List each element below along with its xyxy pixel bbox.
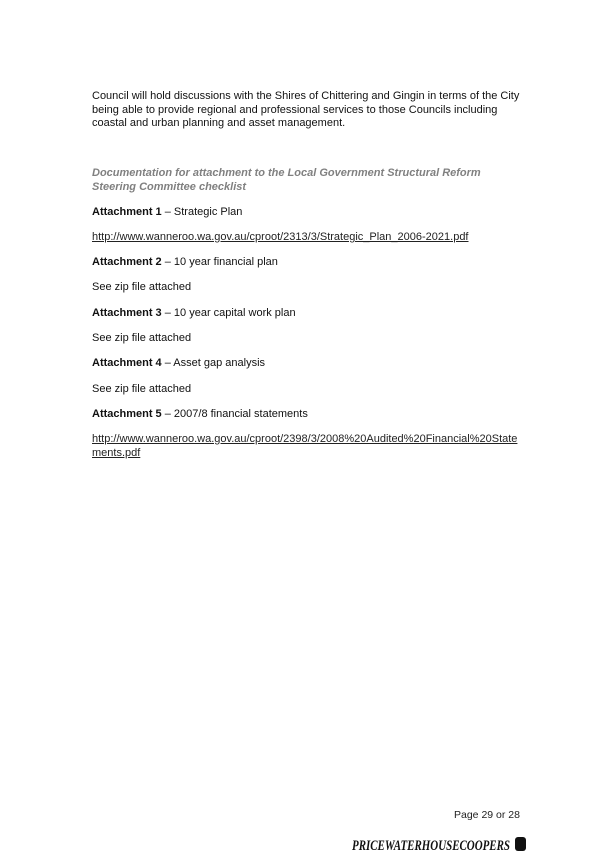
- documentation-heading: Documentation for attachment to the Local Government Structural Reform Steering Committee checklist: [92, 167, 481, 193]
- attachment-1-detail: [92, 231, 522, 245]
- intro-paragraph: Council will hold discussions with the Shires of Chittering and Gingin in terms of the City being able to provide regional and professional services to those Councils including coastal and urban planning and asset management.: [92, 90, 520, 129]
- logo-mark-icon: [515, 837, 526, 851]
- pwc-logo: [352, 832, 527, 856]
- logo-text: PRICEWATERHOUSECOOPERS: [352, 838, 510, 854]
- attachment-description: – Strategic Plan: [161, 206, 243, 218]
- financial-statements-link[interactable]: http://www.wanneroo.wa.gov.au/cproot/2398/3/2008%20Audited%20Financial%20Statements.pdf: [92, 433, 518, 459]
- attachment-label: Attachment 4: [92, 357, 162, 369]
- attachment-4-detail: See zip file attached: [92, 383, 192, 395]
- attachment-5-title: [92, 408, 522, 422]
- attachment-4-title: [92, 357, 522, 371]
- attachment-description: – 2007/8 financial statements: [161, 408, 308, 420]
- attachment-label: Attachment 1: [92, 206, 162, 218]
- attachment-label: Attachment 3: [92, 307, 162, 319]
- page-number: Page 29 or 28: [454, 809, 520, 821]
- attachment-3-detail: See zip file attached: [92, 332, 192, 344]
- attachment-1-title: [92, 206, 522, 220]
- attachment-description: – Asset gap analysis: [161, 357, 266, 369]
- attachment-description: – 10 year capital work plan: [161, 307, 296, 319]
- attachment-5-detail: [92, 433, 524, 460]
- attachment-2-title: [92, 256, 522, 270]
- attachment-3-title: [92, 307, 522, 321]
- strategic-plan-link[interactable]: http://www.wanneroo.wa.gov.au/cproot/2313/3/Strategic_Plan_2006-2021.pdf: [92, 231, 469, 243]
- attachment-label: Attachment 5: [92, 408, 162, 420]
- attachment-label: Attachment 2: [92, 256, 162, 268]
- attachment-description: – 10 year financial plan: [161, 256, 278, 268]
- attachment-2-detail: See zip file attached: [92, 281, 192, 293]
